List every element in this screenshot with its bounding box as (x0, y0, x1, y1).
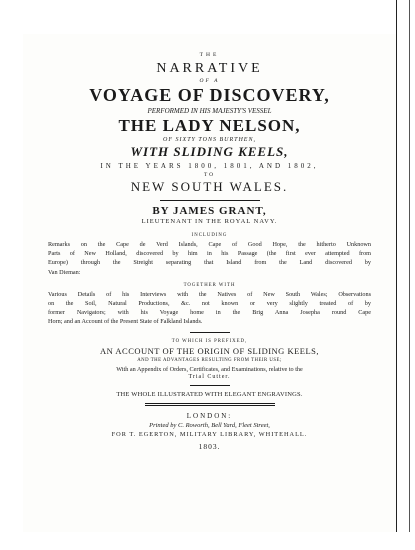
together-line: former Navigators; with his Voyage home in the Brig Anna Josepha round Cape (48, 309, 371, 317)
imprint-publisher: FOR T. EGERTON, MILITARY LIBRARY, WHITEHALL. (111, 430, 308, 438)
together-line: on the Soil, Natural Productions, &c. not known or very slightly treated of by (48, 300, 371, 308)
divider-rule (160, 200, 260, 201)
including-line: Parts of New Holland, discovered by him in his Passage (the first ever attempted from (48, 250, 371, 258)
divider-rule-short (190, 332, 230, 333)
including-line: Europe) through the Streight separating that Island from the Land discovered by (48, 259, 371, 267)
prefixed-origin: AN ACCOUNT OF THE ORIGIN OF SLIDING KEELS, (99, 345, 320, 356)
scan-margin-bottom (0, 532, 415, 550)
imprint-city: LONDON: (186, 411, 233, 420)
together-line: Various Details of his Interviews with the Natives of New South Wales; Observations (48, 290, 371, 298)
author-name: BY JAMES GRANT, (152, 205, 267, 217)
title-page (23, 34, 396, 532)
title-of-a: OF A (199, 78, 220, 84)
engravings-note: THE WHOLE ILLUSTRATED WITH ELEGANT ENGRAVINGS. (116, 390, 303, 398)
title-performed: PERFORMED IN HIS MAJESTY'S VESSEL (147, 107, 272, 115)
scan-margin-right (396, 0, 415, 550)
imprint-printer: Printed by C. Roworth, Bell Yard, Fleet Street, (149, 421, 270, 429)
prefixed-appendix: With an Appendix of Orders, Certificates, and Examinations, relative to the (116, 365, 303, 373)
including-line: Remarks on the Cape de Verd Islands, Cape of Good Hope, the hitherto Unknown (48, 241, 371, 248)
together-heading: TOGETHER WITH (183, 282, 236, 288)
double-rule (145, 403, 275, 406)
prefixed-cutter: Trial Cutter. (188, 373, 231, 380)
together-paragraph (48, 290, 371, 327)
title-to: TO (203, 172, 216, 178)
title-page-content (23, 50, 396, 451)
title-destination: NEW SOUTH WALES. (130, 179, 289, 194)
scan-margin-top (0, 0, 415, 34)
including-line: Van Dieman: (48, 268, 81, 276)
prefixed-heading: TO WHICH IS PREFIXED, (171, 338, 248, 344)
title-voyage: VOYAGE OF DISCOVERY, (89, 85, 330, 105)
title-narrative: NARRATIVE (156, 61, 263, 76)
title-keels: WITH SLIDING KEELS, (130, 144, 289, 159)
title-years: IN THE YEARS 1800, 1801, AND 1802, (100, 162, 319, 170)
title-the: THE (199, 52, 220, 58)
prefixed-advantages: AND THE ADVANTAGES RESULTING FROM THEIR USE; (137, 357, 282, 363)
including-paragraph (48, 240, 371, 277)
including-heading: INCLUDING (191, 233, 228, 238)
title-ship-name: THE LADY NELSON, (118, 116, 301, 135)
together-line: Horn; and an Account of the Present State of Falkland Islands. (48, 318, 203, 326)
divider-rule-short (190, 385, 230, 386)
imprint-year: 1803. (198, 441, 221, 451)
scan-edge-line (409, 0, 410, 550)
title-tons: OF SIXTY TONS BURTHEN, (163, 137, 256, 143)
author-rank: LIEUTENANT IN THE ROYAL NAVY. (141, 218, 278, 225)
